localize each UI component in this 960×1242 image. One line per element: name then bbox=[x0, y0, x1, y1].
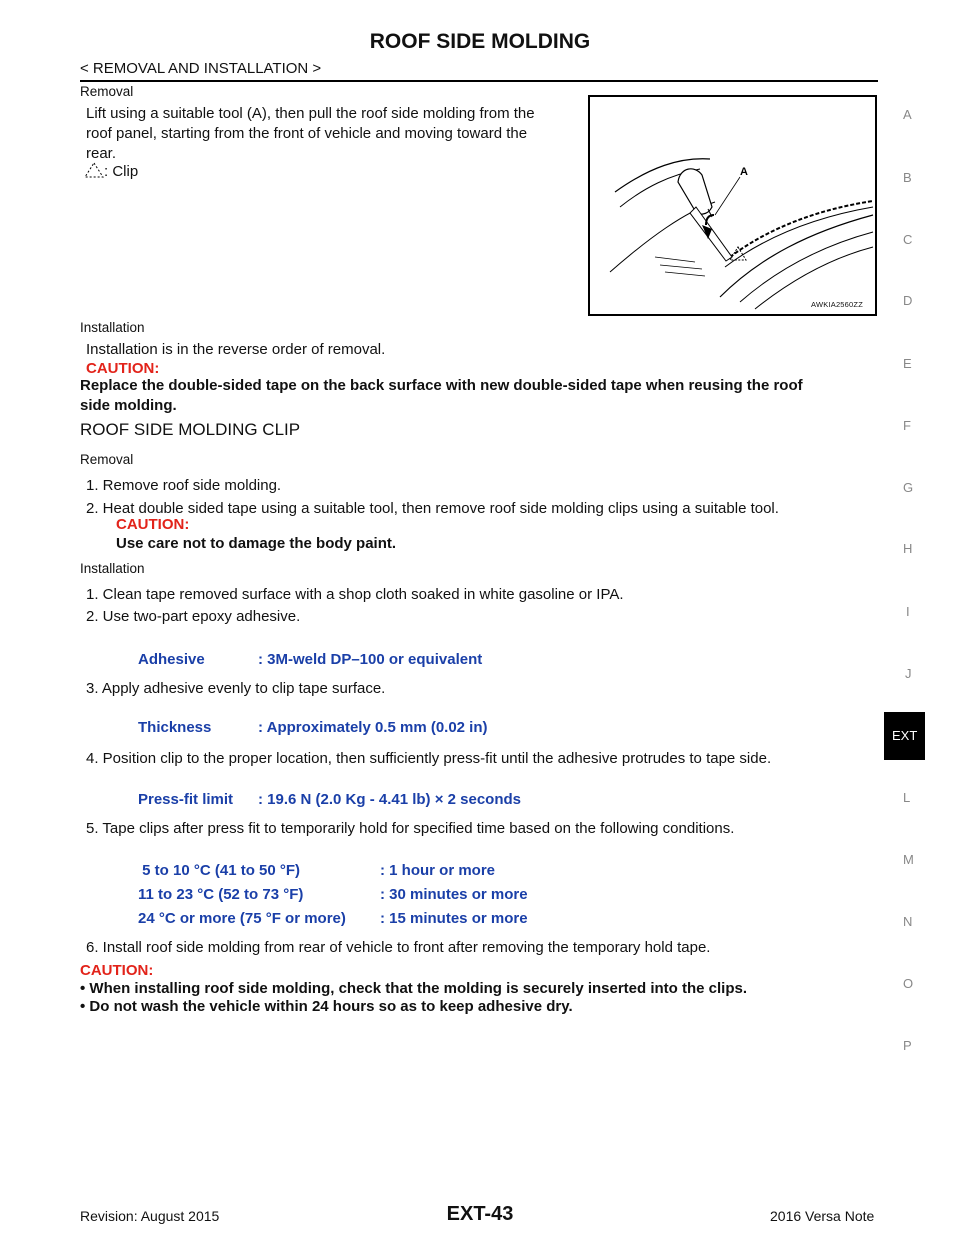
condition-time: : 15 minutes or more bbox=[380, 910, 528, 927]
side-index-j[interactable]: J bbox=[905, 666, 912, 681]
condition-time: : 1 hour or more bbox=[380, 862, 496, 879]
caution-line: side molding. bbox=[80, 397, 177, 414]
condition-temp: 11 to 23 °C (52 to 73 °F) bbox=[138, 886, 304, 903]
side-index-f[interactable]: F bbox=[903, 418, 911, 433]
figure-code: AWKIA2560ZZ bbox=[811, 300, 863, 309]
removal-text bbox=[86, 104, 535, 164]
side-index-d[interactable]: D bbox=[903, 293, 913, 308]
footer-page-number: EXT-43 bbox=[446, 1203, 514, 1225]
installation-caution-text bbox=[80, 376, 803, 416]
clip-removal-step-1: 1. Remove roof side molding. bbox=[86, 477, 282, 494]
installation-caution-label: CAUTION: bbox=[86, 360, 160, 377]
removal-heading: Removal bbox=[80, 84, 134, 99]
installation-heading: Installation bbox=[80, 320, 145, 335]
page-title: ROOF SIDE MOLDING bbox=[369, 30, 591, 53]
side-index-p[interactable]: P bbox=[903, 1038, 912, 1053]
side-index-i[interactable]: I bbox=[906, 604, 910, 619]
clip-install-step-3: 3. Apply adhesive evenly to clip tape surface. bbox=[86, 680, 386, 697]
side-index-g[interactable]: G bbox=[903, 480, 914, 495]
clip-legend-text: : Clip bbox=[104, 163, 139, 180]
footer-revision: Revision: August 2015 bbox=[80, 1208, 220, 1224]
side-index-ext-tab[interactable] bbox=[884, 712, 925, 760]
side-index-h[interactable]: H bbox=[903, 541, 913, 556]
footer-model: 2016 Versa Note bbox=[770, 1208, 875, 1224]
clip-legend bbox=[84, 162, 138, 182]
clip-installation-heading: Installation bbox=[80, 561, 145, 576]
spec-adhesive-value: : 3M-weld DP–100 or equivalent bbox=[258, 651, 483, 668]
clip-install-step-4: 4. Position clip to the proper location, then sufficiently press-fit until the adhesive protrudes to tape side. bbox=[86, 750, 772, 767]
side-index-c[interactable]: C bbox=[903, 232, 913, 247]
clip-removal-step-2: 2. Heat double sided tape using a suitable tool, then remove roof side molding clips using a suitable tool. bbox=[86, 500, 779, 517]
spec-thickness-value: : Approximately 0.5 mm (0.02 in) bbox=[258, 719, 488, 736]
side-index-e[interactable]: E bbox=[903, 356, 912, 371]
side-index-m[interactable]: M bbox=[903, 852, 914, 867]
clip-install-step-5: 5. Tape clips after press fit to temporarily hold for specified time based on the following conditions. bbox=[86, 820, 735, 837]
removal-line: Lift using a suitable tool (A), then pull the roof side molding from the bbox=[86, 105, 535, 122]
condition-temp: 24 °C or more (75 °F or more) bbox=[138, 910, 346, 927]
clip-install-step-1: 1. Clean tape removed surface with a shop cloth soaked in white gasoline or IPA. bbox=[86, 586, 624, 603]
clip-install-step-2: 2. Use two-part epoxy adhesive. bbox=[86, 608, 301, 625]
side-index-a[interactable]: A bbox=[903, 107, 912, 122]
spec-adhesive-label: Adhesive bbox=[138, 651, 205, 668]
caution-line: Replace the double-sided tape on the back surface with new double-sided tape when reusing the roof bbox=[80, 377, 803, 394]
spec-thickness-label: Thickness bbox=[138, 719, 212, 736]
clip-removal-caution-text: Use care not to damage the body paint. bbox=[116, 535, 397, 552]
final-caution-item: • Do not wash the vehicle within 24 hours so as to keep adhesive dry. bbox=[80, 998, 573, 1015]
removal-line: rear. bbox=[86, 145, 117, 162]
callout-a-label: A bbox=[740, 166, 748, 178]
clip-install-step-6: 6. Install roof side molding from rear of vehicle to front after removing the temporary hold tape. bbox=[86, 939, 711, 956]
side-index-l[interactable]: L bbox=[903, 790, 911, 805]
removal-line: roof panel, starting from the front of vehicle and moving toward the bbox=[86, 125, 528, 142]
clip-section-title: ROOF SIDE MOLDING CLIP bbox=[80, 420, 301, 439]
final-caution-item: • When installing roof side molding, check that the molding is securely inserted into the clips. bbox=[80, 980, 748, 997]
roof-molding-drawing bbox=[590, 97, 875, 314]
spec-press-label: Press-fit limit bbox=[138, 791, 234, 808]
spec-press-value: : 19.6 N (2.0 Kg - 4.41 lb) × 2 seconds bbox=[258, 791, 522, 808]
clip-triangle-icon bbox=[84, 162, 104, 178]
condition-temp: 5 to 10 °C (41 to 50 °F) bbox=[138, 862, 301, 879]
side-index-ext-label: EXT bbox=[892, 728, 918, 743]
side-index-b[interactable]: B bbox=[903, 170, 912, 185]
clip-removal-caution-label: CAUTION: bbox=[116, 516, 190, 533]
clip-removal-heading: Removal bbox=[80, 452, 134, 467]
side-index-o[interactable]: O bbox=[903, 976, 914, 991]
side-index-n[interactable]: N bbox=[903, 914, 913, 929]
section-breadcrumb: < REMOVAL AND INSTALLATION > bbox=[80, 60, 322, 77]
final-caution-label: CAUTION: bbox=[80, 962, 154, 979]
header-rule bbox=[80, 80, 878, 82]
condition-time: : 30 minutes or more bbox=[380, 886, 528, 903]
installation-text: Installation is in the reverse order of removal. bbox=[86, 341, 386, 358]
roof-molding-illustration bbox=[588, 95, 877, 316]
